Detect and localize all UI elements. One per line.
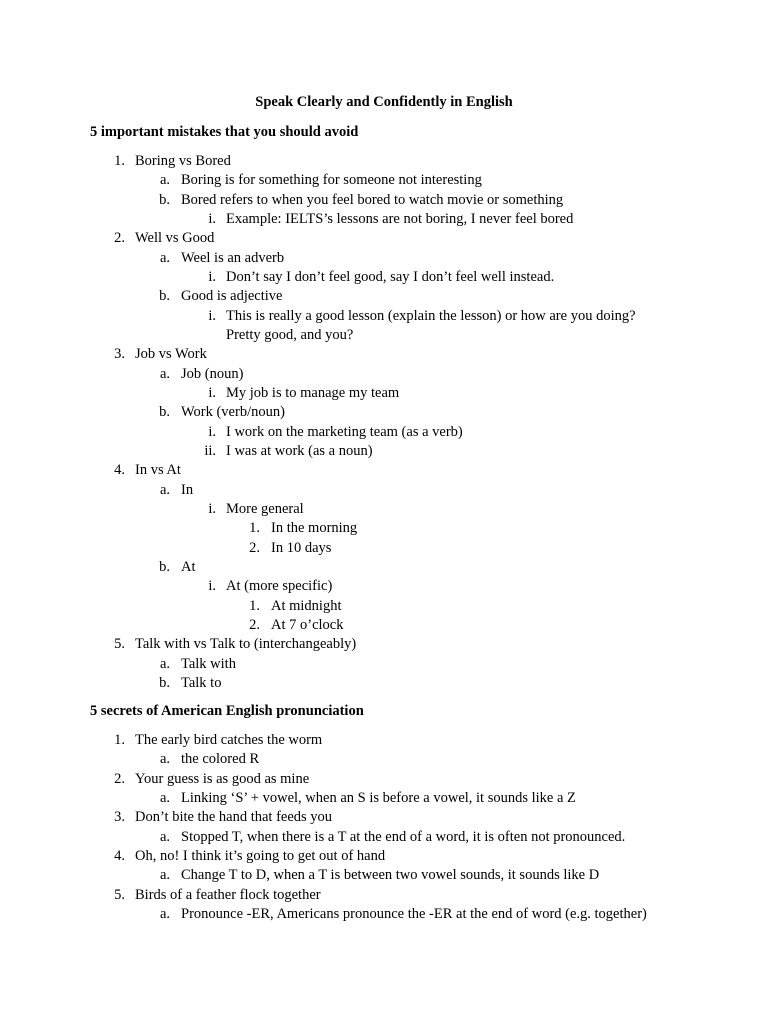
list-item	[0, 750, 768, 769]
list-item	[0, 539, 768, 558]
list-item-text: At 7 o’clock	[271, 616, 344, 633]
list-item	[0, 500, 768, 519]
list-item	[0, 674, 768, 693]
list-item-text: Birds of a feather flock together	[135, 886, 321, 903]
list-marker: a.	[159, 365, 170, 382]
list-marker: 1.	[249, 597, 260, 614]
list-marker: 4.	[114, 847, 125, 864]
list-marker: a.	[159, 481, 170, 498]
list-marker: 2.	[114, 230, 125, 247]
list-marker: a.	[159, 172, 170, 189]
list-marker: a.	[159, 249, 170, 266]
list-marker: i.	[208, 307, 216, 324]
list-item	[0, 597, 768, 616]
list-item-text: Job vs Work	[135, 346, 207, 363]
list-item-text: Weel is an adverb	[181, 249, 285, 266]
section-heading-mistakes: 5 important mistakes that you should avoid	[90, 124, 359, 140]
list-item-text: Example: IELTS’s lessons are not boring, I never feel bored	[226, 210, 574, 227]
list-marker: b.	[159, 288, 170, 305]
list-item	[0, 789, 768, 808]
list-item-text: Job (noun)	[181, 365, 244, 382]
list-item	[0, 770, 768, 789]
list-item	[0, 191, 768, 210]
list-item-text: Stopped T, when there is a T at the end of a word, it is often not pronounced.	[181, 828, 626, 845]
list-marker: 1.	[114, 732, 125, 748]
list-item-text: In	[181, 481, 194, 498]
list-item	[0, 210, 768, 229]
list-marker: b.	[159, 404, 170, 421]
list-item-text: In the morning	[271, 520, 358, 537]
list-item	[0, 577, 768, 596]
list-item-text: Boring is for something for someone not interesting	[181, 172, 482, 189]
list-item	[0, 519, 768, 538]
list-item-text: Work (verb/noun)	[181, 404, 285, 421]
list-marker: 1.	[249, 520, 260, 537]
list-item	[0, 655, 768, 674]
list-marker: 2.	[249, 539, 260, 556]
list-item-text: Oh, no! I think it’s going to get out of hand	[135, 847, 386, 864]
list-item	[0, 365, 768, 384]
list-item-text: Boring vs Bored	[135, 153, 231, 169]
list-item	[0, 423, 768, 442]
list-item-text: Change T to D, when a T is between two vowel sounds, it sounds like D	[181, 867, 600, 884]
list-item	[0, 384, 768, 403]
list-item	[0, 268, 768, 287]
list-item-text: Don’t say I don’t feel good, say I don’t feel well instead.	[226, 268, 555, 285]
list-item	[0, 461, 768, 480]
list-marker: b.	[159, 674, 170, 691]
list-item	[0, 558, 768, 577]
list-marker: i.	[208, 423, 216, 440]
list-item-text: More general	[226, 500, 304, 517]
list-item	[0, 905, 768, 924]
list-item-text: Well vs Good	[135, 230, 215, 247]
list-item	[0, 152, 768, 171]
mistakes-list	[0, 152, 768, 693]
list-item	[0, 249, 768, 268]
list-item	[0, 403, 768, 422]
list-item-text: Your guess is as good as mine	[135, 770, 310, 787]
list-marker: i.	[208, 384, 216, 401]
document-title: Speak Clearly and Confidently in English	[255, 94, 513, 110]
list-item-text: Good is adjective	[181, 288, 283, 305]
list-item	[0, 828, 768, 847]
list-marker: i.	[208, 578, 216, 595]
list-item-text: Linking ‘S’ + vowel, when an S is before a vowel, it sounds like a Z	[181, 789, 576, 806]
list-item	[0, 616, 768, 635]
list-item	[0, 345, 768, 364]
list-item	[0, 171, 768, 190]
list-item-text: the colored R	[181, 751, 260, 768]
list-marker: 1.	[114, 153, 125, 169]
list-marker: 4.	[114, 462, 125, 479]
list-marker: a.	[159, 828, 170, 845]
list-marker: i.	[208, 500, 216, 517]
list-item-text: My job is to manage my team	[226, 384, 400, 401]
list-item-text: In vs At	[135, 462, 181, 479]
list-item-text: This is really a good lesson (explain the lesson) or how are you doing? Pretty good, and you?	[226, 307, 636, 343]
list-item-text: Bored refers to when you feel bored to watch movie or something	[181, 191, 564, 208]
list-item-text: Talk with	[181, 655, 236, 672]
pronunciation-list	[0, 731, 768, 924]
list-item	[0, 808, 768, 827]
list-item	[0, 481, 768, 500]
list-item-text: I was at work (as a noun)	[226, 442, 373, 459]
list-item	[0, 886, 768, 905]
list-marker: ii.	[204, 442, 216, 459]
list-marker: 5.	[114, 886, 125, 903]
list-marker: a.	[159, 905, 170, 922]
list-marker: b.	[159, 558, 170, 575]
list-item-text: At midnight	[271, 597, 342, 614]
list-item	[0, 866, 768, 885]
list-marker: a.	[159, 789, 170, 806]
list-marker: a.	[159, 867, 170, 884]
list-item-text: In 10 days	[271, 539, 332, 556]
list-marker: 3.	[114, 809, 125, 826]
list-item	[0, 442, 768, 461]
list-marker: a.	[159, 655, 170, 672]
list-item-text: Pronounce -ER, Americans pronounce the -ER at the end of word (e.g. together)	[181, 905, 647, 922]
list-item	[0, 307, 768, 346]
list-item	[0, 635, 768, 654]
list-marker: i.	[208, 268, 216, 285]
list-item-text: I work on the marketing team (as a verb)	[226, 423, 463, 440]
list-marker: 2.	[249, 616, 260, 633]
list-item-text: At	[181, 558, 196, 575]
list-item-text: The early bird catches the worm	[135, 732, 323, 748]
list-marker: i.	[208, 210, 216, 227]
list-item	[0, 229, 768, 248]
list-item	[0, 847, 768, 866]
list-marker: a.	[159, 751, 170, 768]
list-marker: 2.	[114, 770, 125, 787]
list-marker: 3.	[114, 346, 125, 363]
section-heading-pronunciation: 5 secrets of American English pronunciation	[90, 703, 364, 719]
list-item-text: Don’t bite the hand that feeds you	[135, 809, 333, 826]
list-item	[0, 731, 768, 750]
list-marker: b.	[159, 191, 170, 208]
list-item-text: At (more specific)	[226, 578, 333, 595]
list-item	[0, 287, 768, 306]
list-marker: 5.	[114, 636, 125, 653]
list-item-text: Talk to	[181, 674, 222, 691]
list-item-text: Talk with vs Talk to (interchangeably)	[135, 636, 357, 653]
